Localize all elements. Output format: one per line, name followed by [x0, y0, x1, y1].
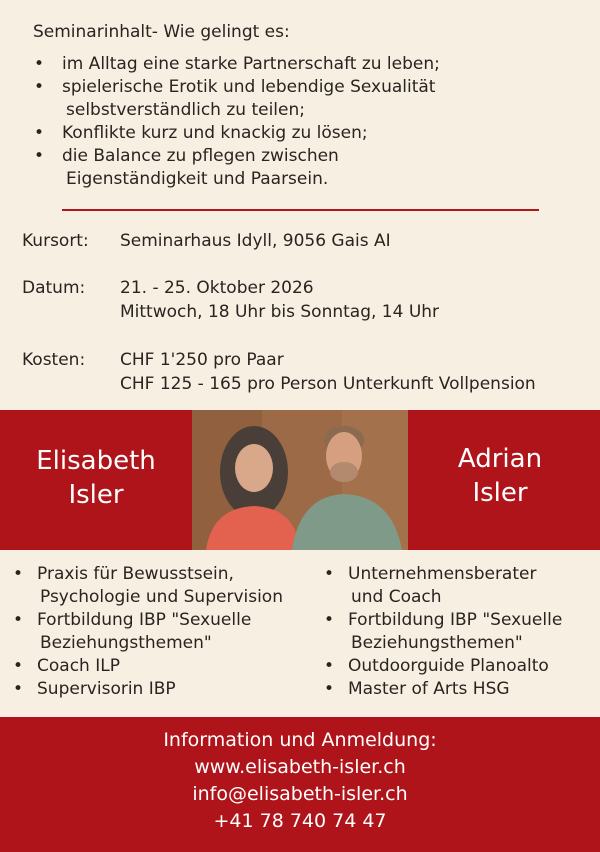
bullet-icon: •	[324, 610, 335, 630]
left-qualifications	[13, 563, 327, 701]
list-item: • Coach ILP	[13, 656, 120, 676]
list-item: • im Alltag eine starke Partnerschaft zu leben;	[34, 54, 440, 74]
list-item: • die Balance zu pflegen zwischen Eigenständigkeit und Paarsein.	[34, 146, 339, 189]
bullet-icon: •	[324, 564, 335, 584]
bullet-icon: •	[13, 679, 24, 699]
presenter-right-name: Adrian Isler	[457, 444, 543, 508]
bullet-icon: •	[324, 679, 335, 699]
datum-label: Datum:	[22, 278, 86, 298]
list-item: • Supervisorin IBP	[13, 679, 176, 699]
kursort-value: Seminarhaus Idyll, 9056 Gais AI	[120, 231, 391, 251]
bullet-icon: •	[34, 146, 45, 166]
kosten-person: CHF 125 - 165 pro Person Unterkunft Vollpension	[120, 374, 536, 394]
list-item: • spielerische Erotik und lebendige Sexualität selbstverständlich zu teilen;	[34, 77, 436, 120]
bullet-icon: •	[13, 610, 24, 630]
bullet-icon: •	[13, 656, 24, 676]
bullet-icon: •	[34, 77, 45, 97]
bullet-icon: •	[34, 54, 45, 74]
intro-list	[34, 53, 542, 191]
website-link[interactable]: www.elisabeth-isler.ch	[194, 756, 406, 778]
phone-number[interactable]: +41 78 740 74 47	[213, 810, 387, 832]
list-item: • Outdoorguide Planoalto	[324, 656, 549, 676]
list-item: • Praxis für Bewusstsein, Psychologie und Supervision	[13, 564, 283, 607]
bullet-icon: •	[34, 123, 45, 143]
list-item: • Fortbildung IBP "Sexuelle Beziehungsthemen"	[324, 610, 563, 653]
right-qualifications	[324, 563, 593, 701]
list-item: • Konflikte kurz und knackig zu lösen;	[34, 123, 368, 143]
list-item: • Master of Arts HSG	[324, 679, 510, 699]
footer-heading: Information und Anmeldung:	[163, 729, 437, 751]
datum-time: Mittwoch, 18 Uhr bis Sonntag, 14 Uhr	[120, 302, 440, 322]
datum-value: 21. - 25. Oktober 2026	[120, 278, 314, 298]
email-link[interactable]: info@elisabeth-isler.ch	[192, 783, 408, 805]
presenters-photo	[192, 410, 408, 550]
intro-title: Seminarinhalt- Wie gelingt es:	[33, 22, 290, 42]
list-item: • Fortbildung IBP "Sexuelle Beziehungsthemen"	[13, 610, 252, 653]
bullet-icon: •	[13, 564, 24, 584]
bullet-icon: •	[324, 656, 335, 676]
list-item: • Unternehmensberater und Coach	[324, 564, 537, 607]
kosten-label: Kosten:	[22, 350, 86, 370]
kursort-label: Kursort:	[22, 231, 89, 251]
kosten-couple: CHF 1'250 pro Paar	[120, 350, 284, 370]
section-divider	[62, 209, 539, 211]
presenter-left-name: Elisabeth Isler	[36, 446, 156, 510]
